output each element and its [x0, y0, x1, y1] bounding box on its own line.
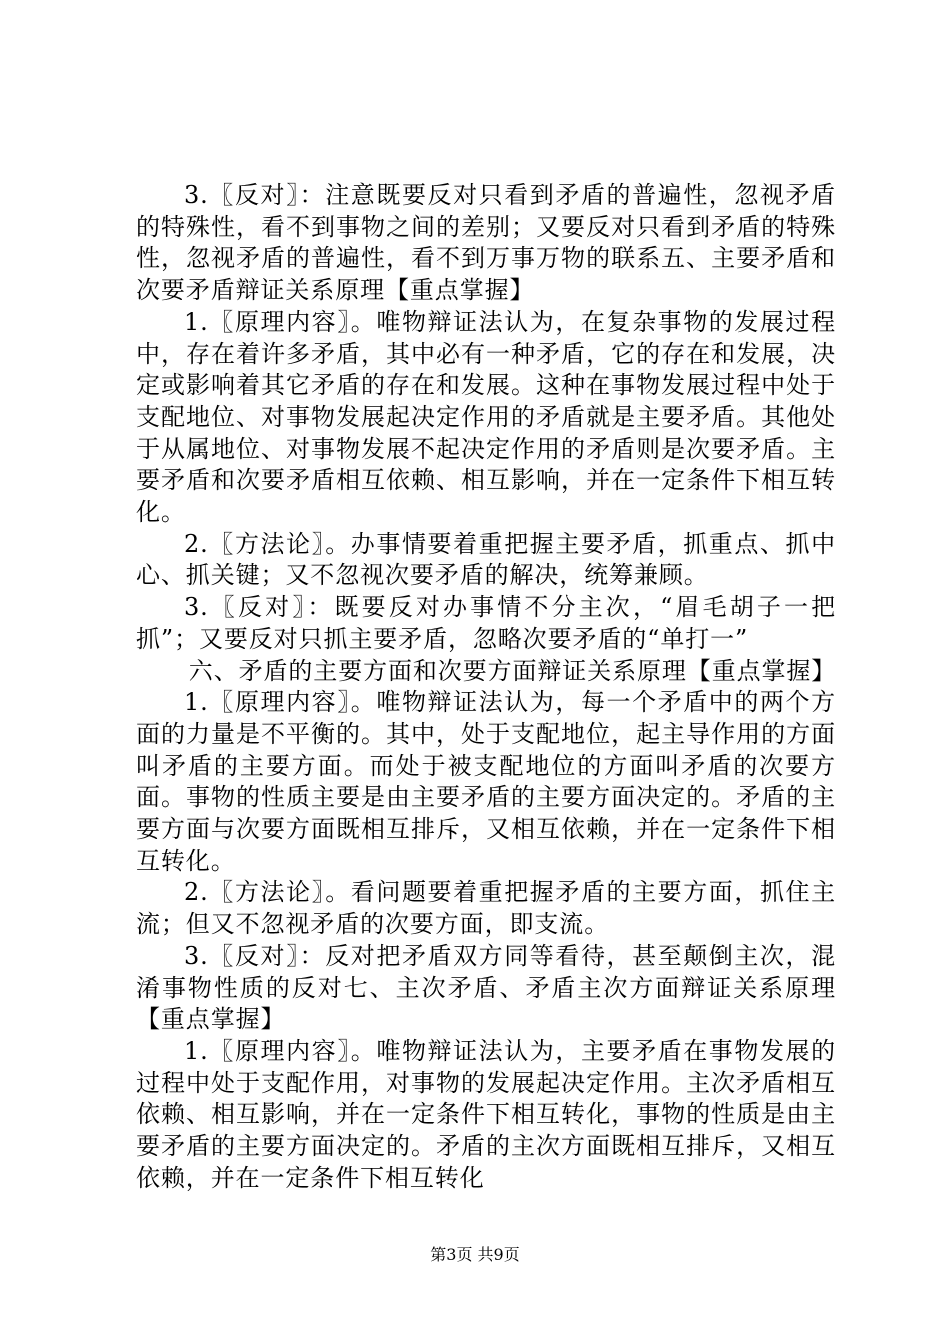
paragraph-principal-aspect-content: 1.〖原理内容〗。唯物辩证法认为，每一个矛盾中的两个方面的力量是不平衡的。其中，处于支配地位，起主导作用的方面叫矛盾的主要方面。而处于被支配地位的方面叫矛盾的次要方面。事物的性质主要是由主要矛盾的主要方面决定的。矛盾的主要方面与次要方面既相互排斥，又相互依赖，并在一定条件下相互转化。 — [136, 688, 836, 875]
section-heading-six: 六、矛盾的主要方面和次要方面辩证关系原理【重点掌握】 — [188, 656, 837, 685]
document-body — [136, 180, 836, 1195]
paragraph-combined-content: 1.〖原理内容〗。唯物辩证法认为，主要矛盾在事物发展的过程中处于支配作用，对事物的发展起决定作用。主次矛盾相互依赖、相互影响，并在一定条件下相互转化，事物的性质是由主要矛盾的主要方面决定的。矛盾的主次方面既相互排斥，又相互依赖，并在一定条件下相互转化 — [136, 1036, 836, 1192]
paragraph-principal-contradiction-oppose: 3.〖反对〗：既要反对办事情不分主次，“眉毛胡子一把抓”；又要反对只抓主要矛盾，忽略次要矛盾的“单打一” — [136, 593, 836, 653]
paragraph-principal-contradiction-method: 2.〖方法论〗。办事情要着重把握主要矛盾，抓重点、抓中心、抓关键；又不忽视次要矛盾的解决，统筹兼顾。 — [136, 529, 836, 590]
paragraph-oppose-universality: 3.〖反对〗：注意既要反对只看到矛盾的普遍性，忽视矛盾的特殊性，看不到事物之间的差别；又要反对只看到矛盾的特殊性，忽视矛盾的普遍性，看不到万事万物的联系五、主要矛盾和次要矛盾辩证关系原理【重点掌握】 — [136, 181, 836, 305]
paragraph-principal-aspect-method: 2.〖方法论〗。看问题要着重把握矛盾的主要方面，抓住主流；但又不忽视矛盾的次要方面，即支流。 — [136, 878, 836, 939]
paragraph-principal-contradiction-content: 1.〖原理内容〗。唯物辩证法认为，在复杂事物的发展过程中，存在着许多矛盾，其中必有一种矛盾，它的存在和发展，决定或影响着其它矛盾的存在和发展。这种在事物发展过程中处于支配地位、对事物发展起决定作用的矛盾就是主要矛盾。其他处于从属地位、对事物发展不起决定作用的矛盾则是次要矛盾。主要矛盾和次要矛盾相互依赖、相互影响，并在一定条件下相互转化。 — [136, 307, 836, 527]
page-number-footer: 第3页 共9页 — [430, 1245, 520, 1264]
paragraph-principal-aspect-oppose: 3.〖反对〗：反对把矛盾双方同等看待，甚至颠倒主次，混淆事物性质的反对七、主次矛盾、矛盾主次方面辩证关系原理【重点掌握】 — [136, 941, 836, 1034]
